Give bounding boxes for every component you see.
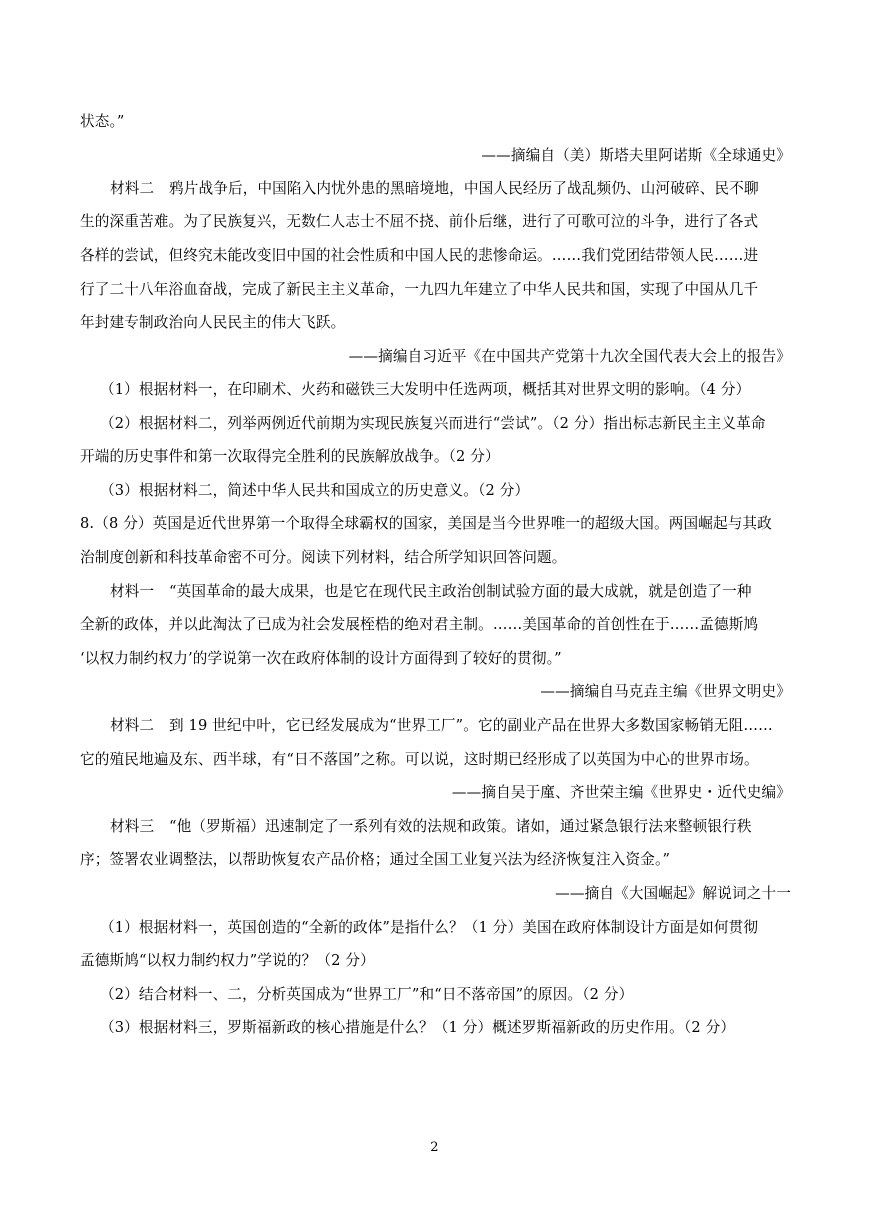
text-line: ‘以权力制约权力’的学说第一次在政府体制的设计方面得到了较好的贯彻。”: [80, 650, 562, 667]
text-line: 治制度创新和科技革命密不可分。阅读下列材料，结合所学知识回答问题。: [80, 549, 567, 566]
text-line: 孟德斯鸠“以权力制约权力”学说的？（2 分）: [80, 952, 375, 969]
citation-line: ——摘编自（美）斯塔夫里阿诺斯《全球通史》: [481, 147, 791, 164]
citation-line: ——摘编自习近平《在中国共产党第十九次全国代表大会上的报告》: [348, 348, 791, 365]
citation-line: ——摘自吴于廑、齐世荣主编《世界史・近代史编》: [451, 784, 791, 801]
question-line: （3）根据材料三，罗斯福新政的核心措施是什么？（1 分）概述罗斯福新政的历史作用。（2 分）: [100, 1019, 736, 1036]
citation-line: ——摘自《大国崛起》解说词之十一: [555, 885, 791, 902]
question-line: （1）根据材料一，英国创造的“全新的政体”是指什么？（1 分）美国在政府体制设计方面是如何贯彻: [100, 919, 759, 936]
text-line: 材料一 “英国革命的最大成果，也是它在现代民主政治创制试验方面的最大成就，就是创造了一种: [110, 583, 752, 600]
text-line: 行了二十八年浴血奋战，完成了新民主主义革命，一九四九年建立了中华人民共和国，实现了中国从几千: [80, 281, 759, 298]
question-heading: 8.（8 分）英国是近代世界第一个取得全球霸权的国家，美国是当今世界唯一的超级大国。两国崛起与其政: [80, 515, 772, 532]
text-line: 生的深重苦难。为了民族复兴，无数仁人志士不屈不挠、前仆后继，进行了可歌可泣的斗争，进行了各式: [80, 213, 759, 230]
text-line: 全新的政体，并以此淘汰了已成为社会发展桎梏的绝对君主制。……美国革命的首创性在于……孟德斯鸠: [80, 616, 759, 633]
text-line: 状态。”: [80, 113, 125, 130]
text-line: 序；签署农业调整法，以帮助恢复农产品价格；通过全国工业复兴法为经济恢复注入资金。”: [80, 851, 671, 868]
text-line: 材料二 鸦片战争后，中国陷入内忧外患的黑暗境地，中国人民经历了战乱频仍、山河破碎、民不聊: [110, 180, 759, 197]
question-line: （3）根据材料二，简述中华人民共和国成立的历史意义。（2 分）: [100, 482, 530, 499]
text-line: 年封建专制政治向人民民主的伟大飞跃。: [80, 314, 346, 331]
text-line: 各样的尝试，但终究未能改变旧中国的社会性质和中国人民的悲惨命运。……我们党团结带领人民……进: [80, 247, 759, 264]
question-line: （2）根据材料二，列举两例近代前期为实现民族复兴而进行“尝试”。（2 分）指出标志新民主主义革命: [100, 415, 766, 432]
question-line: （2）结合材料一、二，分析英国成为“世界工厂”和“日不落帝国”的原因。（2 分）: [100, 986, 634, 1003]
text-line: 它的殖民地遍及东、西半球，有“日不落国”之称。可以说，这时期已经形成了以英国为中心的世界市场。: [80, 751, 759, 768]
page-number: 2: [430, 1140, 439, 1155]
text-line: 开端的历史事件和第一次取得完全胜利的民族解放战争。（2 分）: [80, 448, 500, 465]
question-line: （1）根据材料一，在印刷术、火药和磁铁三大发明中任选两项，概括其对世界文明的影响。（4 分）: [100, 381, 751, 398]
citation-line: ——摘编自马克垚主编《世界文明史》: [540, 683, 791, 700]
text-line: 材料二 到 19 世纪中叶，它已经发展成为“世界工厂”。它的副业产品在世界大多数国家畅销无阻……: [110, 717, 773, 734]
text-line: 材料三 “他（罗斯福）迅速制定了一系列有效的法规和政策。诸如，通过紧急银行法来整顿银行秩: [110, 818, 752, 835]
